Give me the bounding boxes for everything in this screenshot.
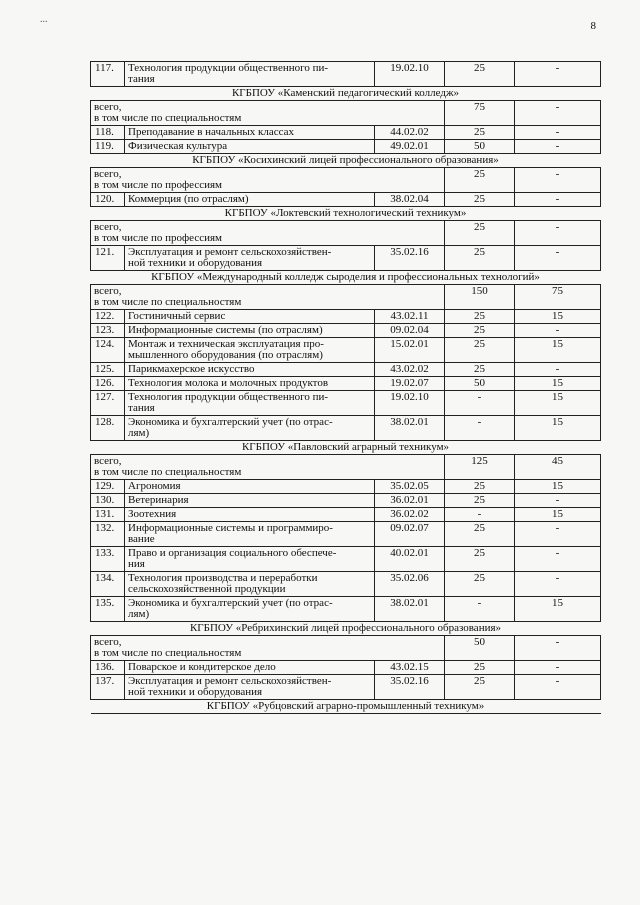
program-name: Технология продукции общественного пи- тания (125, 391, 375, 416)
program-code: 43.02.11 (375, 310, 445, 324)
row-number: 122. (91, 310, 125, 324)
program-name: Агрономия (125, 480, 375, 494)
table-row (91, 126, 601, 140)
extra-value: 15 (515, 508, 601, 522)
program-code: 19.02.10 (375, 62, 445, 87)
program-name: Поварское и кондитерское дело (125, 661, 375, 675)
table-row (91, 494, 601, 508)
total-row (91, 636, 601, 661)
budget-value: 50 (445, 377, 515, 391)
extra-value: - (515, 661, 601, 675)
organization-header-row (91, 271, 601, 285)
extra-value: - (515, 193, 601, 207)
row-number: 119. (91, 140, 125, 154)
table-row (91, 246, 601, 271)
budget-value: 25 (445, 661, 515, 675)
program-code: 35.02.06 (375, 572, 445, 597)
row-number: 127. (91, 391, 125, 416)
total-label: всего, в том числе по профессиям (91, 221, 445, 246)
total-row (91, 455, 601, 480)
table-row (91, 547, 601, 572)
program-name: Монтаж и техническая эксплуатация про- мышленного оборудования (по отраслям) (125, 338, 375, 363)
table-row (91, 62, 601, 87)
row-number: 132. (91, 522, 125, 547)
row-number: 118. (91, 126, 125, 140)
budget-value: 25 (445, 310, 515, 324)
budget-value: - (445, 508, 515, 522)
total-row (91, 285, 601, 310)
program-code: 43.02.02 (375, 363, 445, 377)
organization-title: КГБПОУ «Локтевский технологический техникум» (91, 207, 601, 221)
page-number: 8 (590, 20, 596, 32)
budget-value: 25 (445, 338, 515, 363)
row-number: 137. (91, 675, 125, 700)
table-row (91, 416, 601, 441)
budget-value: 25 (445, 480, 515, 494)
row-number: 117. (91, 62, 125, 87)
table-row (91, 675, 601, 700)
budget-value: 25 (445, 547, 515, 572)
organization-header-row (91, 700, 601, 714)
extra-value: - (515, 494, 601, 508)
program-name: Информационные системы и программиро- вание (125, 522, 375, 547)
program-name: Эксплуатация и ремонт сельскохозяйствен- ной техники и оборудования (125, 246, 375, 271)
extra-value: 15 (515, 310, 601, 324)
table-row (91, 363, 601, 377)
extra-value: - (515, 547, 601, 572)
row-number: 130. (91, 494, 125, 508)
total-row (91, 221, 601, 246)
table-row (91, 310, 601, 324)
extra-value: - (515, 140, 601, 154)
program-name: Ветеринария (125, 494, 375, 508)
extra-value: 15 (515, 416, 601, 441)
program-code: 36.02.02 (375, 508, 445, 522)
row-number: 131. (91, 508, 125, 522)
program-name: Преподавание в начальных классах (125, 126, 375, 140)
program-code: 44.02.02 (375, 126, 445, 140)
program-name: Гостиничный сервис (125, 310, 375, 324)
row-number: 128. (91, 416, 125, 441)
extra-value: - (515, 522, 601, 547)
row-number: 123. (91, 324, 125, 338)
total-extra-value: - (515, 101, 601, 126)
program-code: 19.02.10 (375, 391, 445, 416)
organization-title: КГБПОУ «Рубцовский аграрно-промышленный техникум» (91, 700, 601, 714)
organization-header-row (91, 622, 601, 636)
organization-title: КГБПОУ «Косихинский лицей профессионального образования» (91, 154, 601, 168)
program-code: 49.02.01 (375, 140, 445, 154)
total-label: всего, в том числе по специальностям (91, 101, 445, 126)
organization-title: КГБПОУ «Международный колледж сыроделия и профессиональных технологий» (91, 271, 601, 285)
organization-title: КГБПОУ «Павловский аграрный техникум» (91, 441, 601, 455)
program-code: 38.02.04 (375, 193, 445, 207)
row-number: 121. (91, 246, 125, 271)
budget-value: 25 (445, 494, 515, 508)
organization-header-row (91, 154, 601, 168)
program-name: Экономика и бухгалтерский учет (по отрас- лям) (125, 416, 375, 441)
total-extra-value: - (515, 221, 601, 246)
extra-value: 15 (515, 480, 601, 494)
extra-value: 15 (515, 391, 601, 416)
program-code: 35.02.16 (375, 675, 445, 700)
extra-value: - (515, 246, 601, 271)
table-row (91, 391, 601, 416)
total-row (91, 168, 601, 193)
budget-value: - (445, 597, 515, 622)
table-body (91, 62, 601, 714)
total-label: всего, в том числе по специальностям (91, 455, 445, 480)
extra-value: 15 (515, 597, 601, 622)
extra-value: - (515, 363, 601, 377)
program-code: 09.02.07 (375, 522, 445, 547)
total-label: всего, в том числе по специальностям (91, 636, 445, 661)
total-budget-value: 150 (445, 285, 515, 310)
row-number: 124. (91, 338, 125, 363)
budget-value: - (445, 416, 515, 441)
budget-value: 25 (445, 572, 515, 597)
budget-value: 25 (445, 675, 515, 700)
table-row (91, 522, 601, 547)
program-name: Физическая культура (125, 140, 375, 154)
table-row (91, 338, 601, 363)
budget-value: 25 (445, 522, 515, 547)
program-name: Эксплуатация и ремонт сельскохозяйствен- ной техники и оборудования (125, 675, 375, 700)
program-name: Технология молока и молочных продуктов (125, 377, 375, 391)
extra-value: 15 (515, 377, 601, 391)
extra-value: - (515, 572, 601, 597)
program-name: Парикмахерское искусство (125, 363, 375, 377)
row-number: 129. (91, 480, 125, 494)
total-budget-value: 125 (445, 455, 515, 480)
program-name: Информационные системы (по отраслям) (125, 324, 375, 338)
total-budget-value: 25 (445, 168, 515, 193)
program-name: Право и организация социального обеспече- ния (125, 547, 375, 572)
table-row (91, 597, 601, 622)
extra-value: - (515, 675, 601, 700)
program-code: 35.02.05 (375, 480, 445, 494)
program-name: Технология продукции общественного пи- тания (125, 62, 375, 87)
program-code: 19.02.07 (375, 377, 445, 391)
table-row (91, 480, 601, 494)
extra-value: 15 (515, 338, 601, 363)
budget-value: 25 (445, 363, 515, 377)
row-number: 126. (91, 377, 125, 391)
table-row (91, 193, 601, 207)
total-extra-value: - (515, 168, 601, 193)
budget-value: - (445, 391, 515, 416)
program-name: Технология производства и переработки сельскохозяйственной продукции (125, 572, 375, 597)
total-label: всего, в том числе по специальностям (91, 285, 445, 310)
table-row (91, 572, 601, 597)
row-number: 135. (91, 597, 125, 622)
row-number: 120. (91, 193, 125, 207)
program-name: Зоотехния (125, 508, 375, 522)
table-row (91, 324, 601, 338)
row-number: 125. (91, 363, 125, 377)
program-code: 38.02.01 (375, 597, 445, 622)
budget-value: 25 (445, 324, 515, 338)
budget-value: 25 (445, 126, 515, 140)
program-code: 09.02.04 (375, 324, 445, 338)
total-extra-value: - (515, 636, 601, 661)
table-row (91, 508, 601, 522)
program-code: 38.02.01 (375, 416, 445, 441)
total-extra-value: 45 (515, 455, 601, 480)
total-extra-value: 75 (515, 285, 601, 310)
program-code: 15.02.01 (375, 338, 445, 363)
table-row (91, 661, 601, 675)
total-budget-value: 25 (445, 221, 515, 246)
extra-value: - (515, 324, 601, 338)
row-number: 136. (91, 661, 125, 675)
program-name: Экономика и бухгалтерский учет (по отрас- лям) (125, 597, 375, 622)
program-code: 43.02.15 (375, 661, 445, 675)
admission-plan-table (90, 61, 601, 714)
total-row (91, 101, 601, 126)
row-number: 134. (91, 572, 125, 597)
extra-value: - (515, 62, 601, 87)
program-code: 40.02.01 (375, 547, 445, 572)
total-label: всего, в том числе по профессиям (91, 168, 445, 193)
organization-header-row (91, 87, 601, 101)
row-number: 133. (91, 547, 125, 572)
organization-header-row (91, 441, 601, 455)
program-code: 35.02.16 (375, 246, 445, 271)
extra-value: - (515, 126, 601, 140)
total-budget-value: 50 (445, 636, 515, 661)
organization-title: КГБПОУ «Каменский педагогический колледж» (91, 87, 601, 101)
table-row (91, 140, 601, 154)
budget-value: 25 (445, 193, 515, 207)
corner-mark: ... (40, 14, 48, 25)
budget-value: 50 (445, 140, 515, 154)
table-row (91, 377, 601, 391)
program-code: 36.02.01 (375, 494, 445, 508)
budget-value: 25 (445, 62, 515, 87)
total-budget-value: 75 (445, 101, 515, 126)
budget-value: 25 (445, 246, 515, 271)
organization-header-row (91, 207, 601, 221)
program-name: Коммерция (по отраслям) (125, 193, 375, 207)
organization-title: КГБПОУ «Ребрихинский лицей профессионального образования» (91, 622, 601, 636)
